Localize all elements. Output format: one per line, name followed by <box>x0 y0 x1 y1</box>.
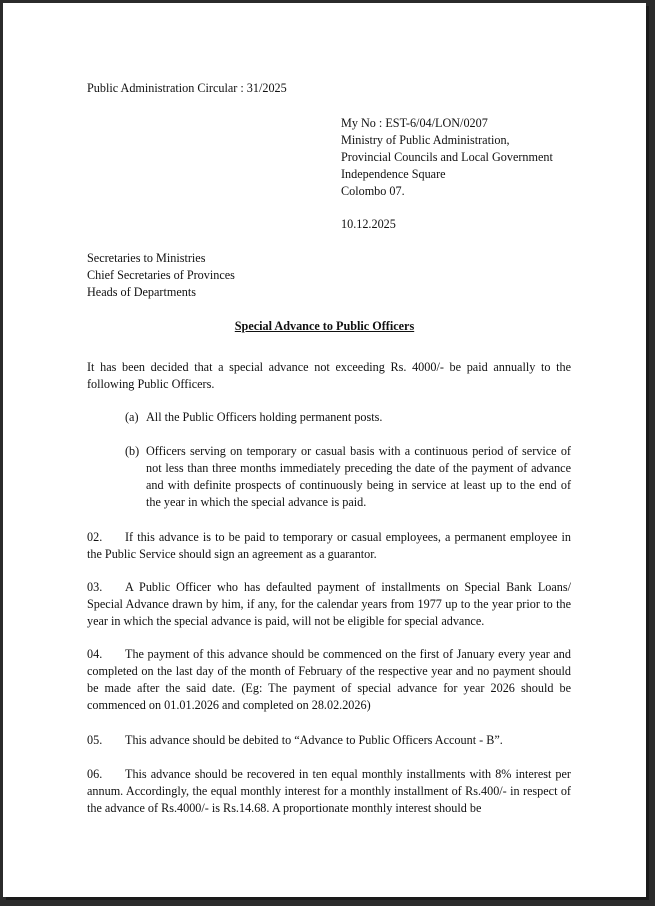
sub-item <box>125 443 571 511</box>
document-page <box>3 3 646 897</box>
address-line: Ministry of Public Administration, <box>341 133 510 147</box>
recipient-line: Secretaries to Ministries <box>87 251 206 265</box>
paragraph-text: The payment of this advance should be commenced on the first of January every year and completed on the last day of the month of February of the respective year and no payment should be made after the said date. (Eg: The payment of special advance for year 2026 should be commenced on 01.01.2026 and completed on 28.02.2026) <box>87 647 571 712</box>
paragraph <box>87 646 571 714</box>
recipient-line: Heads of Departments <box>87 285 196 299</box>
paragraph-text: If this advance is to be paid to temporary or casual employees, a permanent employee in the Public Service should sign an agreement as a guarantor. <box>87 530 571 561</box>
paragraph <box>87 732 571 749</box>
paragraph <box>87 766 571 817</box>
paragraph-number: 03. <box>87 580 103 594</box>
sender-address-block <box>341 115 553 200</box>
paragraph-number: 04. <box>87 647 103 661</box>
paragraph-text: This advance should be recovered in ten equal monthly installments with 8% interest per annum. Accordingly, the equal monthly interest for a monthly installment of Rs.400/- in respect of the advance of Rs.4000/- is Rs.14.68. A proportionate monthly interest should be <box>87 767 571 815</box>
paragraph-text: This advance should be debited to “Advance to Public Officers Account - B”. <box>125 733 503 747</box>
address-line: Provincial Councils and Local Government <box>341 150 553 164</box>
paragraph <box>87 579 571 630</box>
paragraph-number: 05. <box>87 733 103 747</box>
intro-paragraph: It has been decided that a special advance not exceeding Rs. 4000/- be paid annually to the following Public Officers. <box>87 360 571 391</box>
circular-number: Public Administration Circular : 31/2025 <box>87 81 287 95</box>
sub-item <box>125 409 571 426</box>
sub-item-label: (a) <box>125 410 139 424</box>
paragraph-number: 06. <box>87 767 103 781</box>
sub-item-label: (b) <box>125 444 140 458</box>
sub-item-text: All the Public Officers holding permanent posts. <box>146 410 383 424</box>
address-line: Independence Square <box>341 167 446 181</box>
reference-number: My No : EST-6/04/LON/0207 <box>341 116 488 130</box>
sub-item-text: Officers serving on temporary or casual basis with a continuous period of service of not less than three months immediately preceding the date of the payment of advance and with definite prospects of continuously being in service at least up to the end of the year in which the special advance is paid. <box>146 444 571 509</box>
paragraph <box>87 529 571 563</box>
address-line: Colombo 07. <box>341 184 405 198</box>
recipient-line: Chief Secretaries of Provinces <box>87 268 235 282</box>
document-title: Special Advance to Public Officers <box>234 319 415 333</box>
paragraph-text: A Public Officer who has defaulted payment of installments on Special Bank Loans/ Special Advance drawn by him, if any, for the calendar years from 1977 up to the year prior to the year in which the special advance is paid, will not be eligible for special advance. <box>87 580 571 628</box>
circular-date: 10.12.2025 <box>341 217 396 231</box>
recipients-block <box>87 250 235 301</box>
paragraph-number: 02. <box>87 530 103 544</box>
